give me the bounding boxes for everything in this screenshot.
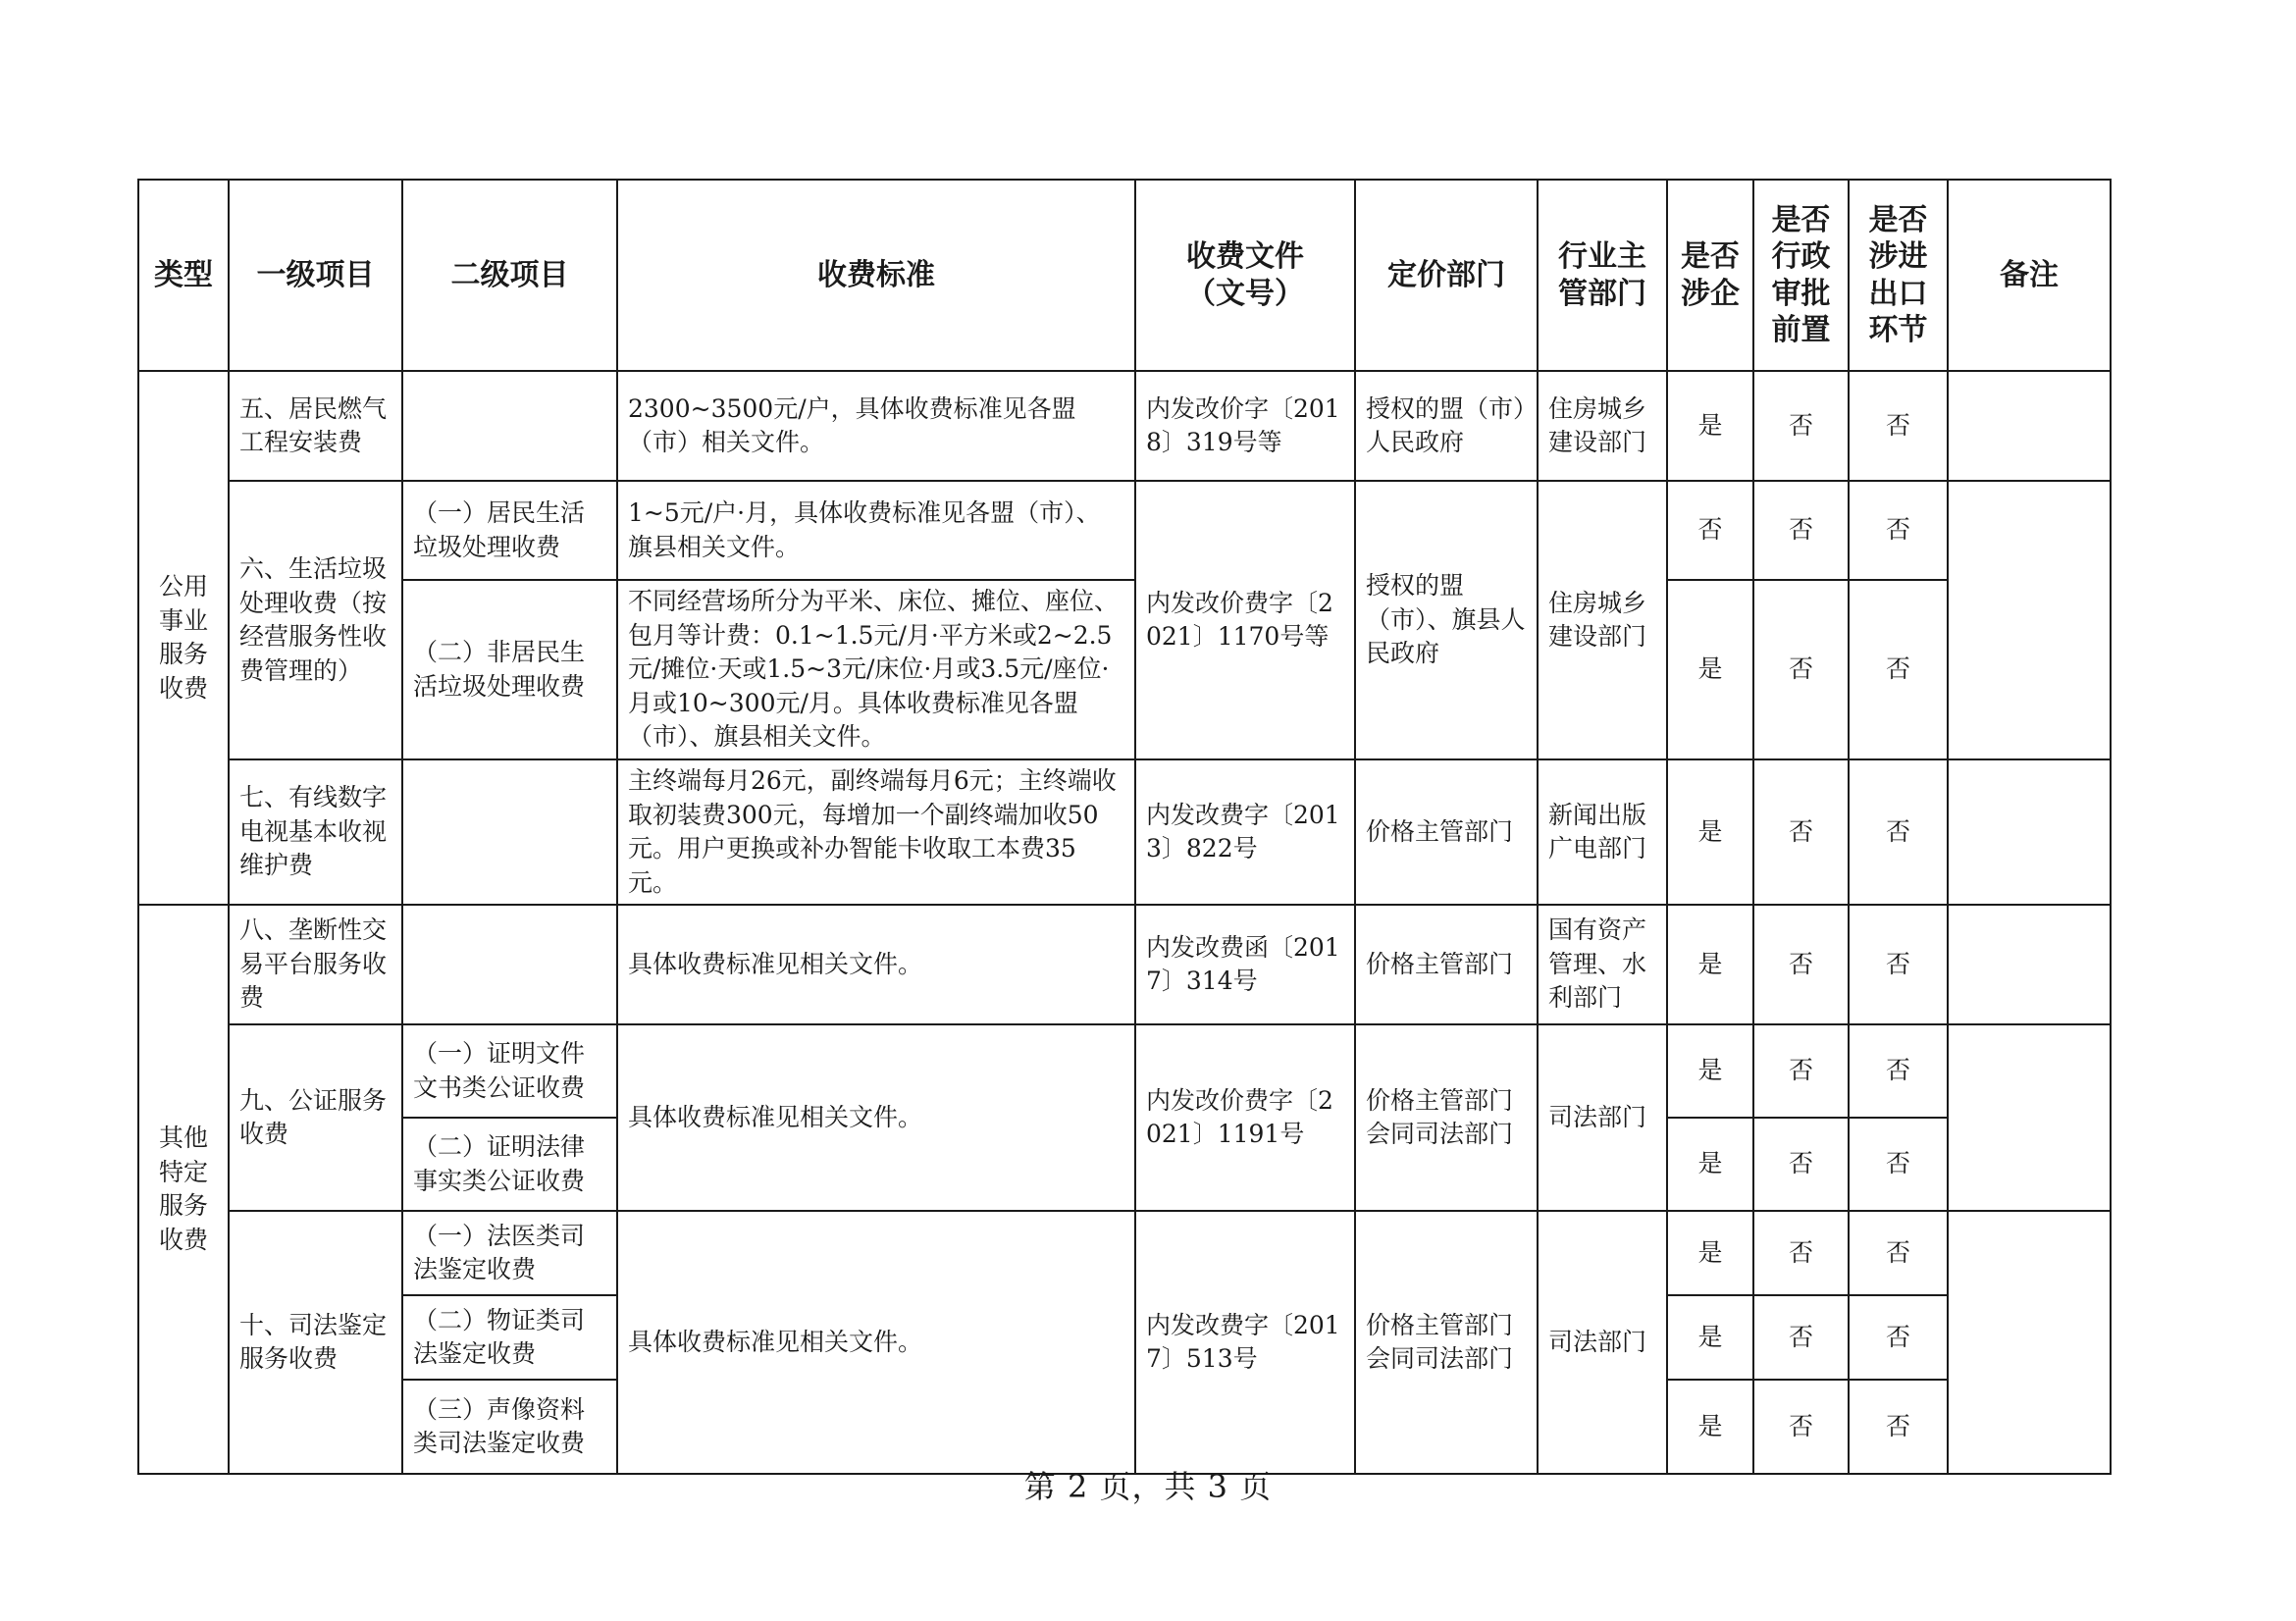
header-enterprise: 是否 涉企 [1667,180,1753,371]
enterprise-flag: 是 [1667,1295,1753,1380]
approval-flag: 否 [1753,1118,1849,1211]
approval-flag: 否 [1753,1380,1849,1474]
header-level1: 一级项目 [229,180,402,371]
header-industry: 行业主 管部门 [1538,180,1667,371]
level1-cell: 七、有线数字电视基本收视维护费 [229,759,402,905]
level2-cell: （三）声像资料类司法鉴定收费 [402,1380,617,1474]
header-type: 类型 [138,180,229,371]
doc-cell: 内发改费字〔2013〕822号 [1135,759,1355,905]
remarks-cell [1948,371,2111,481]
industry-cell: 住房城乡建设部门 [1538,371,1667,481]
standard-cell: 主终端每月26元，副终端每月6元；主终端收取初装费300元，每增加一个副终端加收50元。用户更换或补办智能卡收取工本费35元。 [617,759,1135,905]
doc-cell: 内发改价费字〔2021〕1170号等 [1135,481,1355,759]
fee-table [137,179,2112,1475]
table-row [138,759,2111,905]
enterprise-flag: 是 [1667,1118,1753,1211]
standard-cell: 具体收费标准见相关文件。 [617,905,1135,1024]
level2-cell: （二）非居民生活垃圾处理收费 [402,580,617,759]
pricing-cell: 价格主管部门会同司法部门 [1355,1211,1538,1474]
level2-cell [402,905,617,1024]
doc-cell: 内发改价字〔2018〕319号等 [1135,371,1355,481]
industry-cell: 司法部门 [1538,1211,1667,1474]
import-export-flag: 否 [1849,759,1948,905]
approval-flag: 否 [1753,371,1849,481]
header-remarks: 备注 [1948,180,2111,371]
enterprise-flag: 是 [1667,580,1753,759]
enterprise-flag: 否 [1667,481,1753,580]
level2-cell: （一）法医类司法鉴定收费 [402,1211,617,1295]
remarks-cell [1948,1211,2111,1474]
industry-cell: 新闻出版广电部门 [1538,759,1667,905]
table-row [138,371,2111,481]
doc-cell: 内发改价费字〔2021〕1191号 [1135,1024,1355,1211]
level1-cell: 五、居民燃气工程安装费 [229,371,402,481]
import-export-flag: 否 [1849,905,1948,1024]
header-approval: 是否 行政 审批 前置 [1753,180,1849,371]
industry-cell: 国有资产管理、水利部门 [1538,905,1667,1024]
header-row [138,180,2111,371]
import-export-flag: 否 [1849,371,1948,481]
pricing-cell: 价格主管部门会同司法部门 [1355,1024,1538,1211]
standard-cell: 1~5元/户·月，具体收费标准见各盟（市）、旗县相关文件。 [617,481,1135,580]
level2-cell: （二）物证类司法鉴定收费 [402,1295,617,1380]
standard-cell: 具体收费标准见相关文件。 [617,1024,1135,1211]
table-row [138,580,2111,759]
import-export-flag: 否 [1849,1380,1948,1474]
approval-flag: 否 [1753,1211,1849,1295]
level2-cell [402,759,617,905]
header-import-export: 是否 涉进 出口 环节 [1849,180,1948,371]
header-doc: 收费文件 （文号） [1135,180,1355,371]
level2-cell [402,371,617,481]
header-level2: 二级项目 [402,180,617,371]
approval-flag: 否 [1753,481,1849,580]
enterprise-flag: 是 [1667,1024,1753,1118]
industry-cell: 司法部门 [1538,1024,1667,1211]
approval-flag: 否 [1753,1295,1849,1380]
table-row [138,481,2111,580]
level1-cell: 九、公证服务收费 [229,1024,402,1211]
doc-cell: 内发改费字〔2017〕513号 [1135,1211,1355,1474]
approval-flag: 否 [1753,1024,1849,1118]
remarks-cell [1948,759,2111,905]
pricing-cell: 授权的盟（市）人民政府 [1355,371,1538,481]
pricing-cell: 价格主管部门 [1355,759,1538,905]
industry-cell: 住房城乡建设部门 [1538,481,1667,759]
import-export-flag: 否 [1849,1211,1948,1295]
approval-flag: 否 [1753,905,1849,1024]
header-standard: 收费标准 [617,180,1135,371]
standard-cell: 2300~3500元/户，具体收费标准见各盟（市）相关文件。 [617,371,1135,481]
table-row [138,1024,2111,1118]
import-export-flag: 否 [1849,1295,1948,1380]
standard-cell: 具体收费标准见相关文件。 [617,1211,1135,1474]
enterprise-flag: 是 [1667,1380,1753,1474]
category-other: 其他 特定 服务 收费 [138,905,229,1474]
approval-flag: 否 [1753,759,1849,905]
doc-cell: 内发改费函〔2017〕314号 [1135,905,1355,1024]
approval-flag: 否 [1753,580,1849,759]
remarks-cell [1948,481,2111,759]
page-number-footer: 第 2 页，共 3 页 [1023,1468,1273,1505]
remarks-cell [1948,1024,2111,1211]
table-row [138,1211,2111,1295]
import-export-flag: 否 [1849,580,1948,759]
import-export-flag: 否 [1849,481,1948,580]
level2-cell: （一）证明文件文书类公证收费 [402,1024,617,1118]
pricing-cell: 授权的盟（市）、旗县人民政府 [1355,481,1538,759]
import-export-flag: 否 [1849,1024,1948,1118]
enterprise-flag: 是 [1667,759,1753,905]
header-pricing: 定价部门 [1355,180,1538,371]
enterprise-flag: 是 [1667,905,1753,1024]
import-export-flag: 否 [1849,1118,1948,1211]
level1-cell: 十、司法鉴定服务收费 [229,1211,402,1474]
level1-cell: 六、生活垃圾处理收费（按经营服务性收费管理的） [229,481,402,759]
enterprise-flag: 是 [1667,1211,1753,1295]
standard-cell: 不同经营场所分为平米、床位、摊位、座位、包月等计费：0.1~1.5元/月·平方米或2~2.5元/摊位·天或1.5~3元/床位·月或3.5元/座位·月或10~300元/月。具体收费标准见各盟（市）、旗县相关文件。 [617,580,1135,759]
category-public: 公用 事业 服务 收费 [138,371,229,905]
remarks-cell [1948,905,2111,1024]
level2-cell: （一）居民生活垃圾处理收费 [402,481,617,580]
level2-cell: （二）证明法律事实类公证收费 [402,1118,617,1211]
level1-cell: 八、垄断性交易平台服务收费 [229,905,402,1024]
enterprise-flag: 是 [1667,371,1753,481]
pricing-cell: 价格主管部门 [1355,905,1538,1024]
table-row [138,905,2111,1024]
